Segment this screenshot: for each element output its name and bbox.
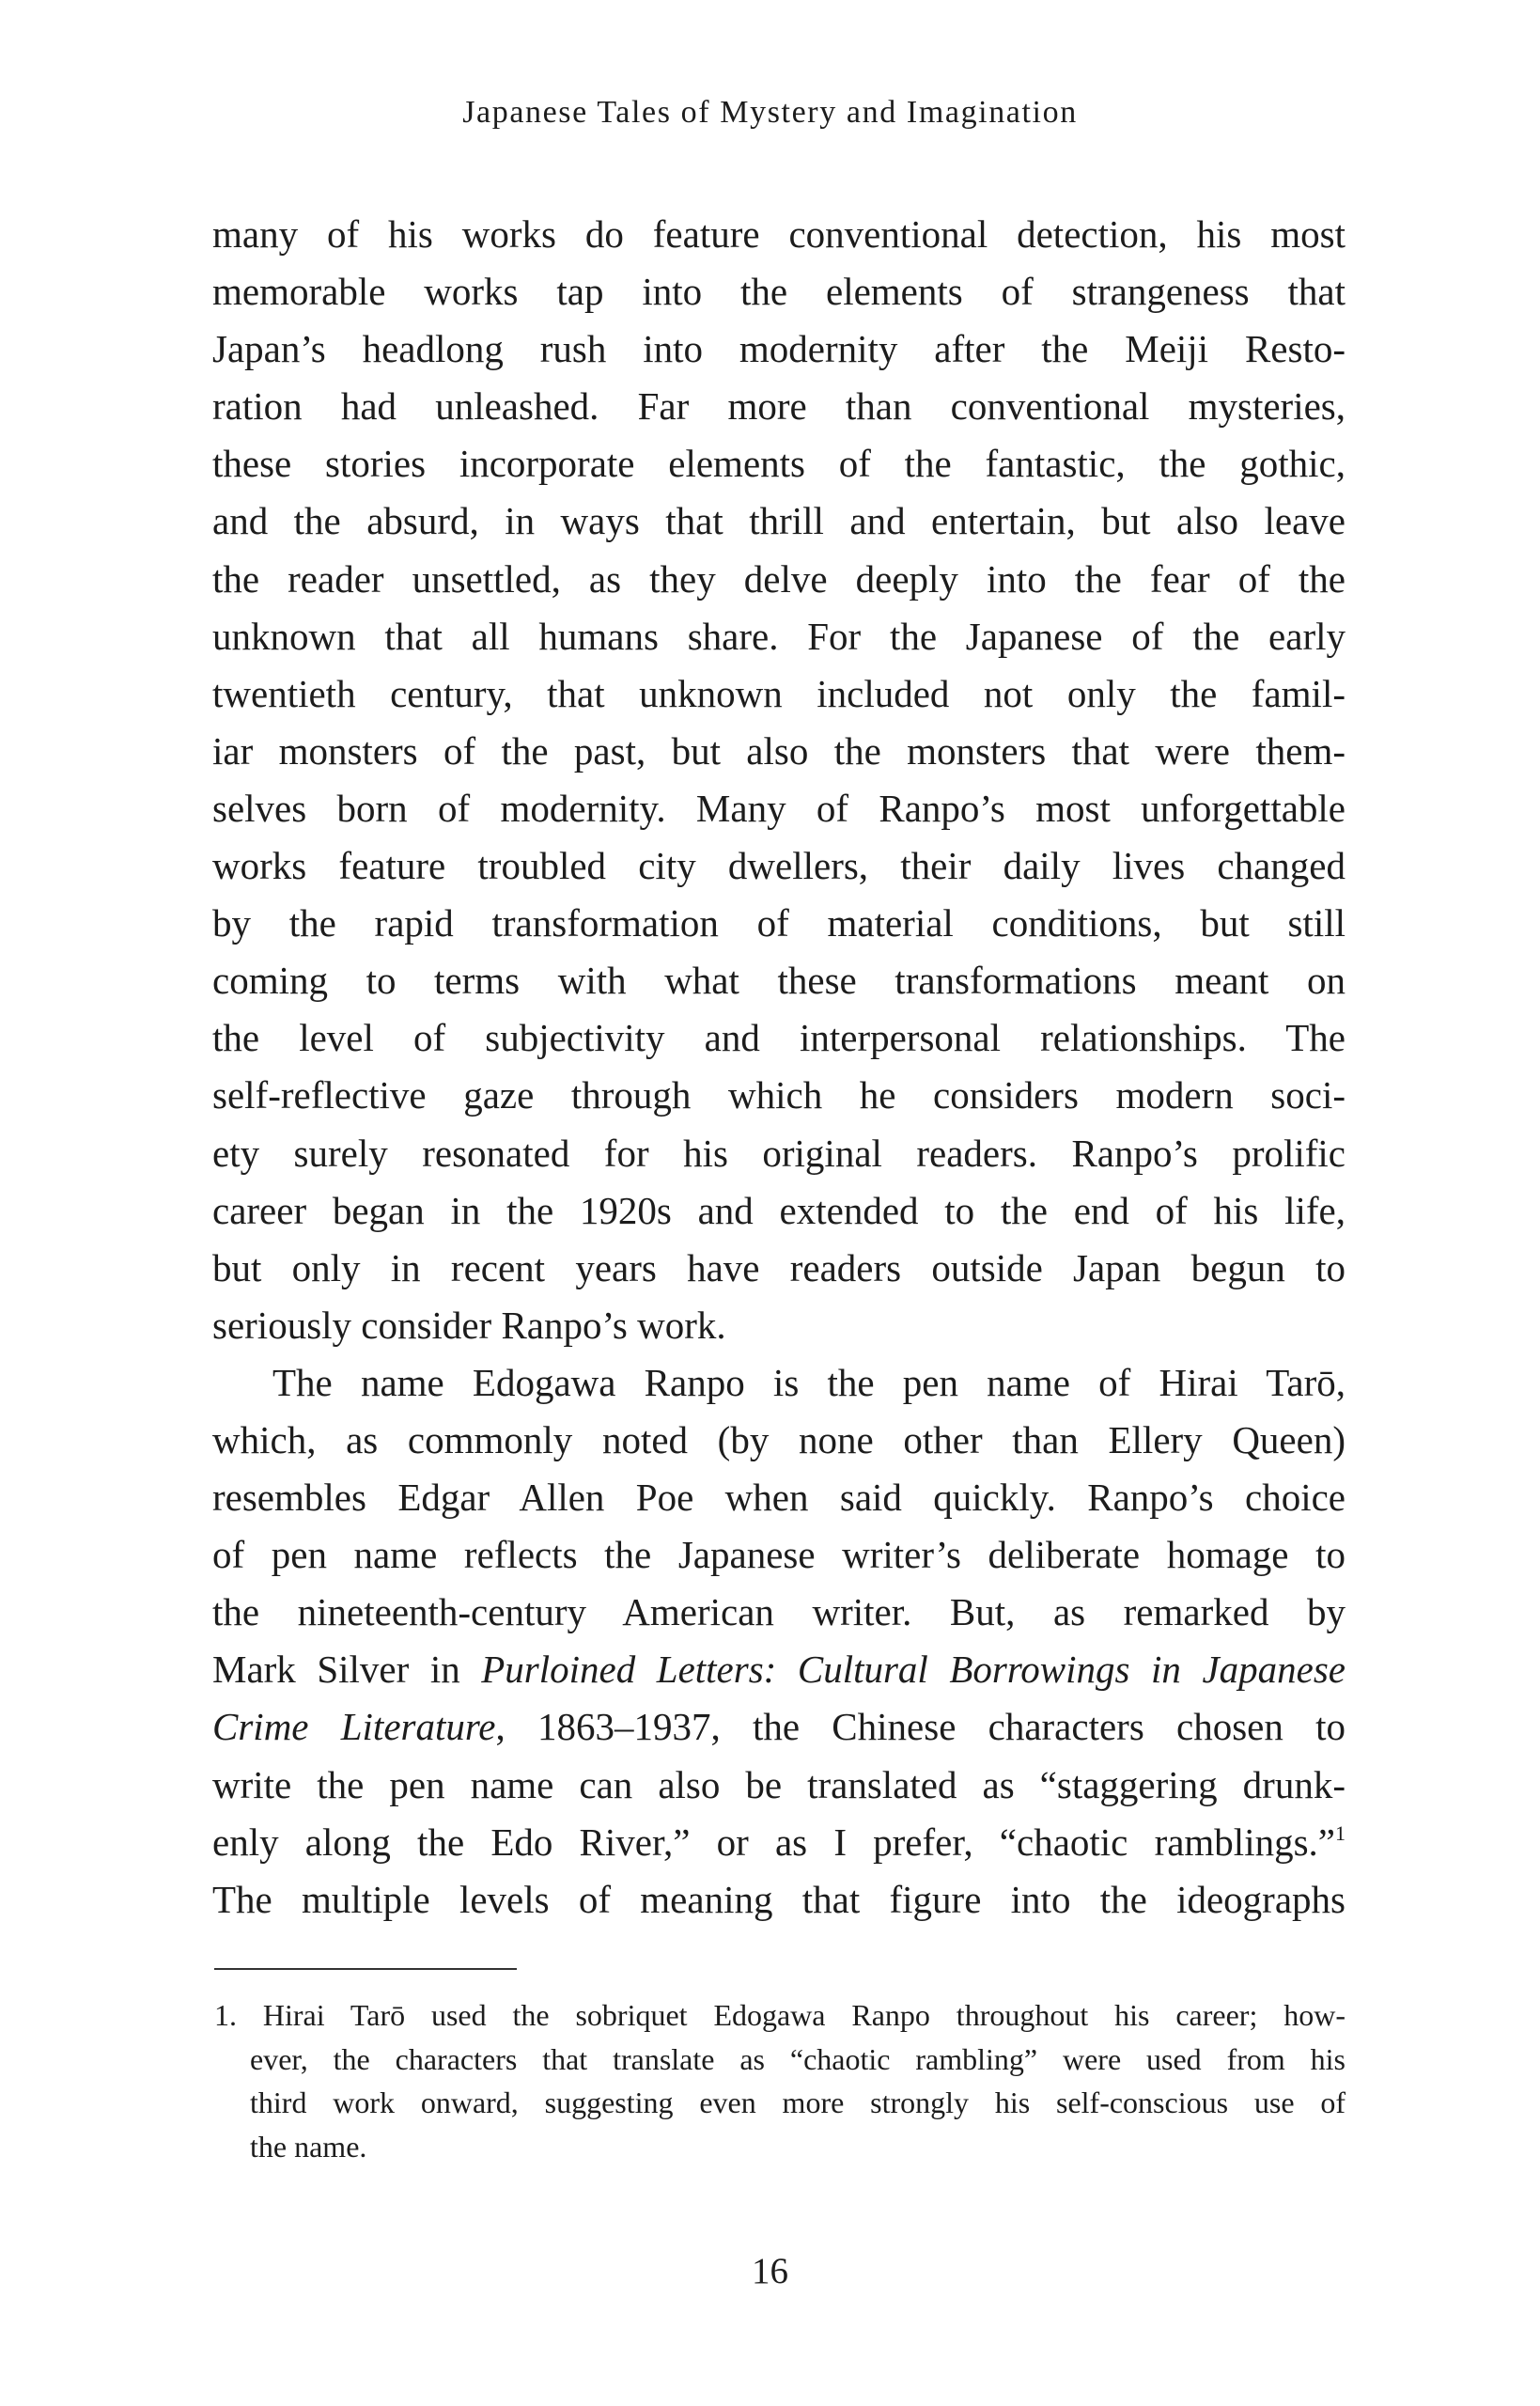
body-line: resembles Edgar Allen Poe when said quickly. Ranpo’s choice xyxy=(212,1476,1346,1520)
book-title-italic: Crime Literature xyxy=(212,1705,496,1749)
body-line: which, as commonly noted (by none other than Ellery Queen) xyxy=(212,1417,1346,1461)
body-line: selves born of modernity. Many of Ranpo’s most unforgettable xyxy=(212,786,1346,830)
footnote-reference[interactable]: 1 xyxy=(1335,1820,1346,1845)
body-line: twentieth century, that unknown included not only the famil- xyxy=(212,671,1346,715)
body-line-book-title xyxy=(212,1698,1346,1756)
paragraph-first-line: The name Edogawa Ranpo is the pen name of Hirai Tarō, xyxy=(272,1360,1346,1404)
body-line: memorable works tap into the elements of strangeness that xyxy=(212,270,1346,314)
body-line: the reader unsettled, as they delve deeply into the fear of the xyxy=(212,556,1346,601)
body-line: but only in recent years have readers outside Japan begun to xyxy=(212,1245,1346,1289)
footnote-line: 1. Hirai Tarō used the sobriquet Edogawa Ranpo throughout his career; how- xyxy=(214,1998,1346,2032)
text-run: Mark Silver in xyxy=(212,1648,482,1692)
text-run: , 1863–1937, the Chinese characters chosen to xyxy=(495,1705,1346,1749)
body-line: of pen name reflects the Japanese writer’s deliberate homage to xyxy=(212,1533,1346,1577)
body-line: coming to terms with what these transformations meant on xyxy=(212,959,1346,1003)
body-line: the nineteenth-century American writer. But, as remarked by xyxy=(212,1590,1346,1634)
footnote-divider xyxy=(214,1968,517,1970)
footnote-line: third work onward, suggesting even more strongly his self-conscious use of xyxy=(250,2086,1346,2119)
body-line: and the absurd, in ways that thrill and entertain, but also leave xyxy=(212,499,1346,543)
body-line: career began in the 1920s and extended to the end of his life, xyxy=(212,1188,1346,1232)
body-text xyxy=(212,206,1346,1929)
body-line: many of his works do feature conventional detection, his most xyxy=(212,212,1346,256)
body-line: write the pen name can also be translated as “staggering drunk- xyxy=(212,1762,1346,1806)
body-line: iar monsters of the past, but also the monsters that were them- xyxy=(212,728,1346,773)
footnote-line: the name. xyxy=(250,2129,367,2164)
body-line: works feature troubled city dwellers, their daily lives changed xyxy=(212,844,1346,888)
body-line-with-note xyxy=(212,1814,1346,1871)
text-run: enly along the Edo River,” or as I prefer, “chaotic ramblings.” xyxy=(212,1820,1335,1864)
body-line: self-reflective gaze through which he considers modern soci- xyxy=(212,1073,1346,1117)
body-line: these stories incorporate elements of the fantastic, the gothic, xyxy=(212,442,1346,486)
body-line: by the rapid transformation of material conditions, but still xyxy=(212,901,1346,945)
body-line: unknown that all humans share. For the Japanese of the early xyxy=(212,614,1346,658)
book-title-italic: Purloined Letters: Cultural Borrowings in Japanese xyxy=(481,1648,1346,1692)
footnote xyxy=(214,1993,1346,2168)
body-line: ety surely resonated for his original readers. Ranpo’s prolific xyxy=(212,1131,1346,1175)
footnote-line: ever, the characters that translate as “chaotic rambling” were used from his xyxy=(250,2041,1346,2076)
paragraph-end-line: seriously consider Ranpo’s work. xyxy=(212,1303,726,1347)
body-line: The multiple levels of meaning that figure into the ideographs xyxy=(212,1877,1346,1921)
body-line: the level of subjectivity and interpersonal relationships. The xyxy=(212,1016,1346,1060)
body-line-book-title xyxy=(212,1641,1346,1698)
body-line: ration had unleashed. Far more than conventional mysteries, xyxy=(212,384,1346,429)
body-line: Japan’s headlong rush into modernity after the Meiji Resto- xyxy=(212,327,1346,371)
page-number: 16 xyxy=(752,2251,788,2291)
running-head: Japanese Tales of Mystery and Imagination xyxy=(462,95,1078,130)
